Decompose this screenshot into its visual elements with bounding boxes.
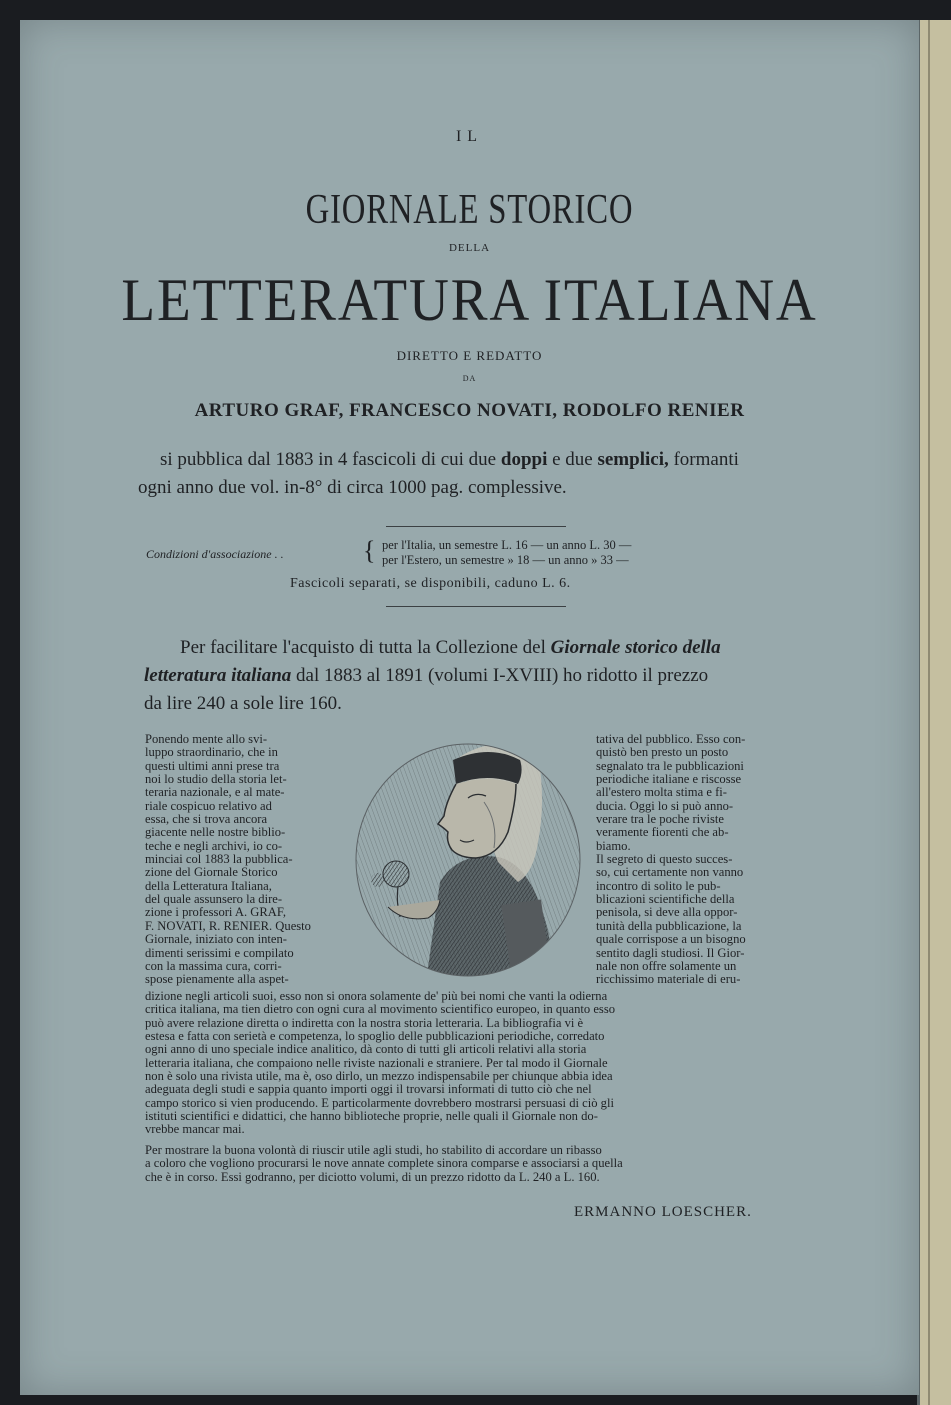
divider-bottom — [386, 606, 566, 607]
journal-cover-page — [20, 20, 919, 1395]
pub-text-a: si pubblica dal 1883 in 4 fascicoli di cui due — [160, 449, 497, 470]
text-line: che è in corso. Essi godranno, per diciotto volumi, di un prezzo ridotto da L. 240 a L. 160. — [145, 1169, 600, 1184]
text-line: critica italiana, ma tien dietro con ogni cura al movimento scientifico europeo, in quanto esso — [145, 1002, 616, 1017]
offer-text-a: Per facilitare l'acquisto di tutta la Collezione del — [180, 637, 546, 658]
text-line: periodiche italiane e riscosse — [596, 772, 742, 787]
text-line: veramente fiorenti che ab- — [596, 825, 729, 840]
text-line: penisola, si deve alla oppor- — [596, 905, 738, 920]
page-edge-line — [928, 20, 930, 1405]
conditions-label: Condizioni d'associazione . . — [146, 547, 284, 561]
text-line: giacente nelle nostre biblio- — [145, 825, 286, 840]
text-line: riale cospicuo relativo ad — [145, 798, 272, 813]
text-line: tativa del pubblico. Esso con- — [596, 732, 746, 746]
text-line: letteraria italiana, che compaiono nelle riviste nazionali e straniere. Per tal modo il Giornale — [145, 1055, 608, 1070]
header-da: DA — [462, 374, 477, 383]
right-column-text — [596, 733, 746, 987]
offer-title-a: Giornale storico della — [550, 637, 721, 658]
offer-title-b: letteratura italiana — [144, 665, 292, 686]
text-line: Per mostrare la buona volontà di riuscir utile agli studi, ho stabilito di accordare un ribasso — [145, 1143, 602, 1157]
text-line: con la massima cura, corri- — [145, 958, 282, 973]
text-line: teraria nazionale, e al mate- — [145, 785, 285, 800]
divider-top — [386, 526, 566, 527]
publisher-signature: ERMANNO LOESCHER. — [574, 1204, 752, 1220]
text-line: minciai col 1883 la pubblica- — [145, 852, 293, 867]
editors-names: ARTURO GRAF, FRANCESCO NOVATI, RODOLFO RENIER — [194, 400, 745, 421]
text-line: zione del Giornale Storico — [145, 865, 278, 880]
text-line: può avere relazione diretta o indiretta con la nostra storia letteraria. La bibliografia vi è — [145, 1015, 584, 1030]
text-line: zione i professori A. GRAF, — [145, 905, 287, 920]
text-line: sentito dagli studiosi. Il Gior- — [596, 945, 745, 960]
text-line: Il segreto di questo succes- — [596, 852, 733, 867]
offer-line-2 — [144, 665, 708, 687]
publication-line-1 — [160, 449, 739, 471]
text-line: tunità della pubblicazione, la — [596, 918, 742, 933]
text-line: biamo. — [596, 838, 631, 853]
price-estero: per l'Estero, un semestre » 18 — un anno » 33 — — [382, 553, 629, 567]
price-fascicoli: Fascicoli separati, se disponibili, caduno L. 6. — [290, 576, 571, 591]
text-line: a coloro che vogliono procurarsi le nove annate complete sinora comparse e associarsi a quella — [145, 1156, 623, 1171]
pub-doppi: doppi — [500, 449, 548, 470]
text-line: Giornale, iniziato con inten- — [145, 932, 287, 947]
text-line: teche e negli archivi, io co- — [145, 838, 283, 853]
title-giornale-storico: GIORNALE STORICO — [305, 187, 634, 233]
text-line: noi lo studio della storia let- — [145, 772, 287, 787]
text-line: spose pienamente alla aspet- — [145, 972, 289, 987]
title-letteratura-italiana: LETTERATURA ITALIANA — [121, 267, 818, 333]
price-italia: per l'Italia, un semestre L. 16 — un anno L. 30 — — [382, 538, 632, 552]
text-line: campo storico si vien producendo. E particolarmente dovrebbero mostrarsi persuasi di ciò gli — [145, 1095, 614, 1110]
text-line: blicazioni scientifiche della — [596, 892, 735, 907]
text-line: essa, che si trova ancora — [145, 812, 268, 827]
text-line: segnalato tra le pubblicazioni — [596, 758, 744, 773]
text-line: estesa e fatta con serietà e competenza, lo spoglio delle pubblicazioni periodiche, corredato — [145, 1029, 605, 1044]
next-page-edge — [917, 20, 951, 1405]
text-line: nale non offre solamente un — [596, 958, 737, 973]
text-line: questi ultimi anni prese tra — [145, 758, 280, 773]
text-line: quale corrispose a un bisogno — [596, 932, 746, 947]
conditions-brace: { — [363, 536, 376, 565]
text-line: della Letteratura Italiana, — [145, 878, 272, 893]
header-diretto: DIRETTO E REDATTO — [396, 348, 543, 363]
text-line: quistò ben presto un posto — [596, 745, 729, 760]
text-line: adeguata degli studi e sappia quanto importi oggi il trovarsi informati di tutto ciò che nel — [145, 1082, 592, 1097]
full-width-paragraph — [145, 990, 615, 1137]
pub-text-b: e due — [552, 449, 593, 470]
text-line: del quale assunsero la dire- — [145, 892, 283, 907]
text-line: non è solo una rivista utile, ma è, oso dirlo, un mezzo indispensabile per chiunque abbia idea — [145, 1069, 613, 1084]
text-line: dimenti serissimi e compilato — [145, 945, 294, 960]
header-della: DELLA — [448, 242, 491, 254]
text-line: ogni anno di uno speciale indice analitico, dà conto di tutti gli articoli relativi alla storia — [145, 1042, 587, 1057]
text-line: verare tra le poche riviste — [596, 812, 724, 827]
pub-text-c: formanti — [673, 449, 739, 470]
offer-text-b: dal 1883 al 1891 (volumi I-XVIII) ho ridotto il prezzo — [296, 665, 709, 686]
pub-semplici: semplici, — [597, 449, 669, 470]
text-line: luppo straordinario, che in — [145, 745, 278, 760]
text-line: vrebbe mancar mai. — [145, 1122, 245, 1137]
offer-line-3: da lire 240 a sole lire 160. — [144, 693, 342, 714]
dante-portrait-engraving — [348, 732, 588, 982]
text-line: F. NOVATI, R. RENIER. Questo — [145, 918, 311, 933]
text-line: dizione negli articoli suoi, esso non si onora solamente de' più bei nomi che vanti la odierna — [145, 989, 608, 1003]
closing-paragraph — [145, 1144, 623, 1184]
text-line: Ponendo mente allo svi- — [145, 732, 268, 746]
left-column-text — [145, 733, 311, 987]
text-line: so, cui certamente non vanno — [596, 865, 744, 880]
header-il: IL — [455, 128, 484, 145]
text-line: incontro di solito le pub- — [596, 878, 721, 893]
text-line: ducia. Oggi lo si può anno- — [596, 798, 734, 813]
text-line: all'estero molta stima e fi- — [596, 785, 727, 800]
offer-line-1 — [180, 637, 721, 659]
text-line: istituti scientifici e didattici, che hanno biblioteche proprie, nelle quali il Giornale non do- — [145, 1109, 598, 1124]
text-line: ricchissimo materiale di eru- — [596, 972, 741, 987]
publication-line-2: ogni anno due vol. in-8° di circa 1000 pag. complessive. — [138, 477, 567, 498]
